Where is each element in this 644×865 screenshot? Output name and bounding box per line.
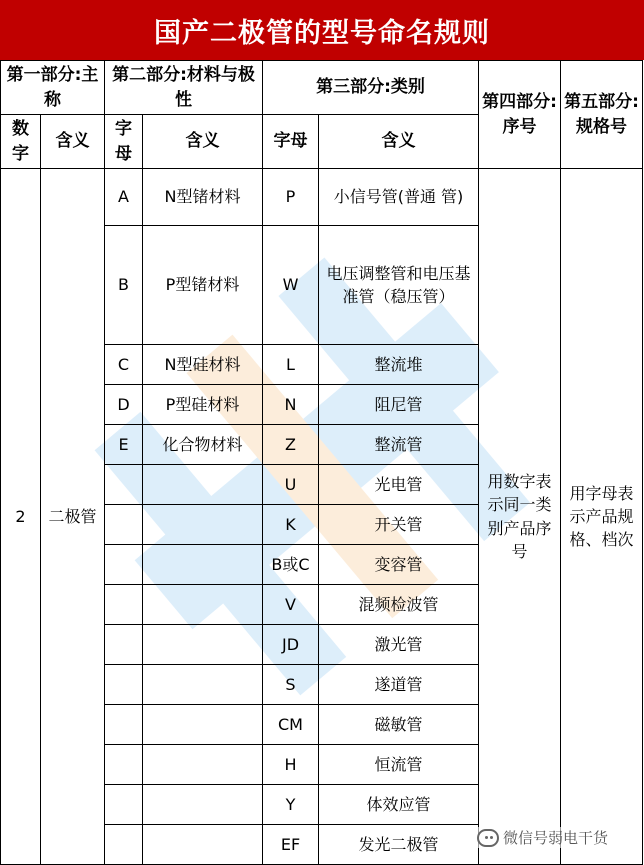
table-row	[1, 169, 643, 226]
wechat-footer	[477, 827, 608, 848]
category-meaning: 磁敏管	[319, 705, 479, 745]
category-letter: Y	[263, 785, 319, 825]
material-letter-empty	[105, 785, 143, 825]
material-meaning: N型硅材料	[143, 345, 263, 385]
material-meaning-empty	[143, 825, 263, 865]
part1-meaning: 二极管	[41, 169, 105, 865]
header-part1: 第一部分:主称	[1, 61, 105, 115]
header-part2: 第二部分:材料与极性	[105, 61, 263, 115]
footer-text: 微信号弱电干货	[502, 829, 608, 847]
category-meaning: 光电管	[319, 465, 479, 505]
material-letter-empty	[105, 745, 143, 785]
material-meaning-empty	[143, 505, 263, 545]
category-letter: S	[263, 665, 319, 705]
category-letter: L	[263, 345, 319, 385]
part1-number: 2	[1, 169, 41, 865]
category-meaning: 混频检波管	[319, 585, 479, 625]
material-meaning: P型硅材料	[143, 385, 263, 425]
category-meaning: 激光管	[319, 625, 479, 665]
category-letter: CM	[263, 705, 319, 745]
category-meaning: 体效应管	[319, 785, 479, 825]
category-meaning: 发光二极管	[319, 825, 479, 865]
category-letter: V	[263, 585, 319, 625]
category-letter: N	[263, 385, 319, 425]
material-letter-empty	[105, 825, 143, 865]
category-meaning: 整流管	[319, 425, 479, 465]
category-meaning: 阻尼管	[319, 385, 479, 425]
material-letter-empty	[105, 665, 143, 705]
subheader-numeral: 数字	[1, 115, 41, 169]
category-letter: B或C	[263, 545, 319, 585]
category-letter: W	[263, 226, 319, 345]
part4-description: 用数字表示同一类别产品序号	[479, 169, 561, 865]
material-meaning-empty	[143, 545, 263, 585]
material-letter-empty	[105, 625, 143, 665]
page-title: 国产二极管的型号命名规则	[0, 0, 644, 60]
category-meaning: 整流堆	[319, 345, 479, 385]
material-letter-empty	[105, 585, 143, 625]
material-letter-empty	[105, 545, 143, 585]
subheader-meaning: 含义	[319, 115, 479, 169]
category-letter: EF	[263, 825, 319, 865]
material-meaning-empty	[143, 705, 263, 745]
material-letter: D	[105, 385, 143, 425]
material-meaning-empty	[143, 745, 263, 785]
subheader-letter: 字母	[105, 115, 143, 169]
subheader-meaning: 含义	[143, 115, 263, 169]
material-letter: E	[105, 425, 143, 465]
category-letter: K	[263, 505, 319, 545]
category-meaning: 开关管	[319, 505, 479, 545]
material-letter: A	[105, 169, 143, 226]
material-letter-empty	[105, 465, 143, 505]
material-meaning: 化合物材料	[143, 425, 263, 465]
category-meaning: 遂道管	[319, 665, 479, 705]
material-meaning-empty	[143, 465, 263, 505]
category-letter: H	[263, 745, 319, 785]
category-letter: U	[263, 465, 319, 505]
material-meaning-empty	[143, 785, 263, 825]
material-letter: B	[105, 226, 143, 345]
subheader-letter: 字母	[263, 115, 319, 169]
material-meaning-empty	[143, 585, 263, 625]
header-part5: 第五部分:规格号	[561, 61, 643, 169]
material-meaning-empty	[143, 665, 263, 705]
category-meaning: 电压调整管和电压基准管（稳压管）	[319, 226, 479, 345]
wechat-icon	[477, 829, 499, 847]
part5-description: 用字母表示产品规格、档次	[561, 169, 643, 865]
category-meaning: 变容管	[319, 545, 479, 585]
subheader-meaning: 含义	[41, 115, 105, 169]
category-meaning: 小信号管(普通 管)	[319, 169, 479, 226]
material-meaning-empty	[143, 625, 263, 665]
category-letter: JD	[263, 625, 319, 665]
material-meaning: P型锗材料	[143, 226, 263, 345]
material-letter-empty	[105, 705, 143, 745]
category-meaning: 恒流管	[319, 745, 479, 785]
material-meaning: N型锗材料	[143, 169, 263, 226]
header-part3: 第三部分:类别	[263, 61, 479, 115]
naming-rules-table	[0, 60, 643, 865]
header-part4: 第四部分:序号	[479, 61, 561, 169]
category-letter: P	[263, 169, 319, 226]
material-letter: C	[105, 345, 143, 385]
category-letter: Z	[263, 425, 319, 465]
material-letter-empty	[105, 505, 143, 545]
